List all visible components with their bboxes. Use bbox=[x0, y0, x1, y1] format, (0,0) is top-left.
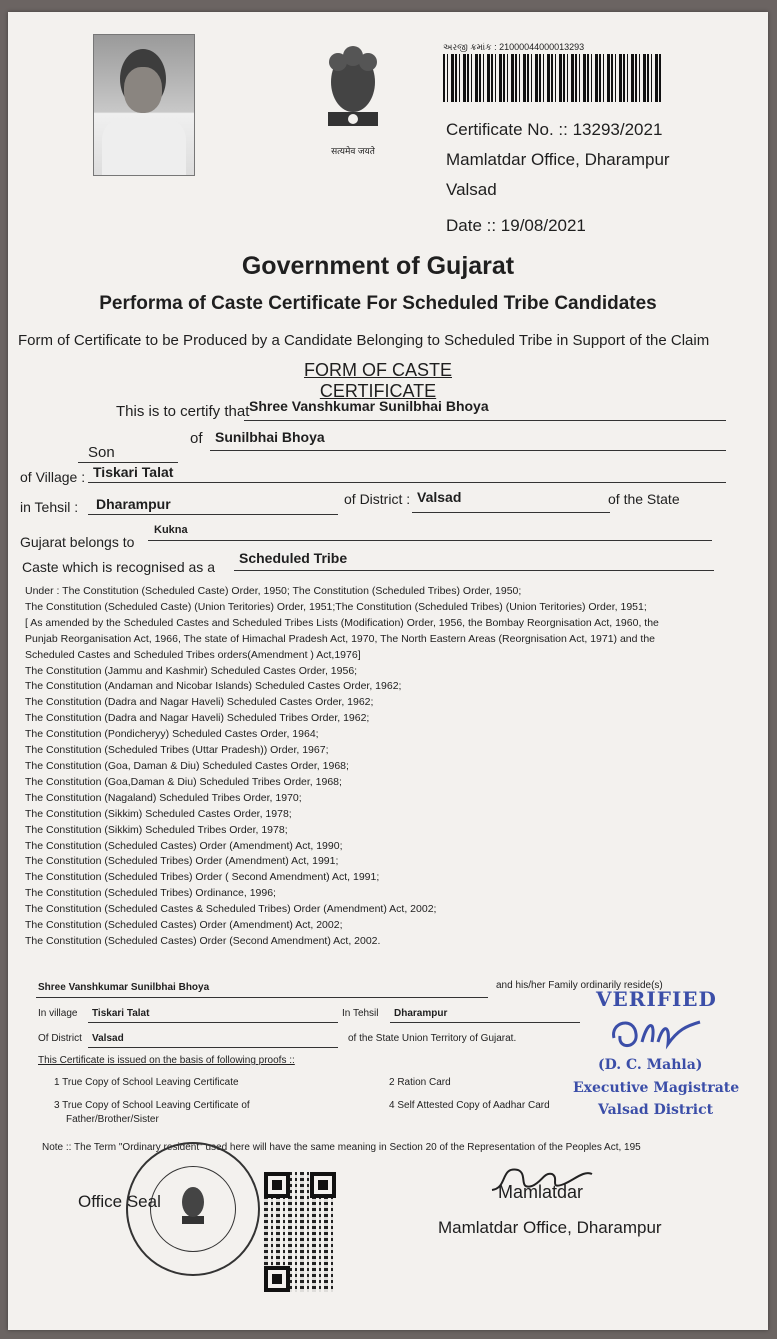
tehsil-value: Dharampur bbox=[96, 496, 171, 512]
note-text: Note :: The Term "Ordinary resident" used here will have the same meaning in Section 20 of the Representation of the Peoples Act, 195 bbox=[42, 1142, 641, 1153]
applicant-photo bbox=[93, 34, 195, 176]
office-seal-label: Office Seal bbox=[78, 1192, 161, 1211]
signatory-title: Mamlatdar bbox=[498, 1182, 584, 1202]
order-line: The Constitution (Dadra and Nagar Haveli) Scheduled Tribes Order, 1962; bbox=[25, 712, 370, 725]
certificate-number: Certificate No. :: 13293/2021 bbox=[446, 120, 663, 139]
family-text: and his/her Family ordinarily reside(s) bbox=[496, 980, 663, 991]
order-line: The Constitution (Pondicheryy) Scheduled Castes Order, 1964; bbox=[25, 728, 319, 741]
order-line: The Constitution (Andaman and Nicobar Islands) Scheduled Castes Order, 1962; bbox=[25, 680, 402, 693]
res-district-value: Valsad bbox=[92, 1033, 124, 1044]
candidate-name: Shree Vanshkumar Sunilbhai Bhoya bbox=[249, 398, 489, 414]
order-line: The Constitution (Scheduled Castes) Order (Amendment) Act, 1990; bbox=[25, 839, 343, 852]
national-emblem-icon bbox=[318, 42, 388, 142]
order-line: The Constitution (Nagaland) Scheduled Tribes Order, 1970; bbox=[25, 791, 302, 804]
form-heading: FORM OF CASTE CERTIFICATE bbox=[304, 360, 452, 401]
candidate-underline bbox=[244, 420, 726, 421]
barcode bbox=[443, 54, 663, 102]
magistrate-title: Executive Magistrate bbox=[573, 1080, 740, 1096]
category-value: Scheduled Tribe bbox=[239, 550, 348, 566]
of-label: of bbox=[190, 430, 203, 447]
issuing-office: Mamlatdar Office, Dharampur bbox=[446, 150, 670, 169]
government-title: Government of Gujarat bbox=[241, 252, 515, 280]
issue-date: Date :: 19/08/2021 bbox=[446, 216, 586, 235]
state-label: of the State bbox=[608, 491, 680, 507]
recognised-label: Caste which is recognised as a bbox=[22, 559, 215, 575]
performa-title: Performa of Caste Certificate For Scheduled Tribe Candidates bbox=[99, 293, 657, 314]
parent-underline bbox=[210, 450, 726, 451]
verified-stamp: VERIFIED bbox=[596, 987, 717, 1011]
relation-underline bbox=[78, 462, 178, 463]
res-village-value: Tiskari Talat bbox=[92, 1008, 150, 1019]
barcode-number: અરજી ક્રમાંક : 21000044000013293 bbox=[443, 42, 585, 52]
issuing-district: Valsad bbox=[446, 180, 497, 199]
order-line: The Constitution (Scheduled Tribes (Uttar Pradesh)) Order, 1967; bbox=[25, 744, 329, 757]
order-line: The Constitution (Scheduled Castes & Scheduled Tribes) Order (Amendment) Act, 2002; bbox=[25, 903, 437, 916]
tehsil-label: in Tehsil : bbox=[20, 499, 79, 515]
order-line: The Constitution (Scheduled Tribes) Order ( Second Amendment) Act, 1991; bbox=[25, 871, 380, 884]
res-village-label: In village bbox=[38, 1008, 78, 1019]
magistrate-district: Valsad District bbox=[598, 1102, 714, 1118]
signatory-office: Mamlatdar Office, Dharampur bbox=[438, 1218, 662, 1237]
belongs-label: Gujarat belongs to bbox=[20, 534, 135, 550]
constitution-orders bbox=[25, 584, 725, 950]
order-line: Under : The Constitution (Scheduled Caste) Order, 1950; The Constitution (Scheduled Tribes) Order, 1950; bbox=[25, 585, 522, 597]
proofs-label: This Certificate is issued on the basis of following proofs :: bbox=[38, 1055, 295, 1066]
order-line: The Constitution (Scheduled Castes) Order (Amendment) Act, 2002; bbox=[25, 919, 343, 932]
magistrate-signature-icon bbox=[608, 1012, 708, 1054]
proof-1: 1 True Copy of School Leaving Certificate bbox=[54, 1077, 239, 1088]
order-line: The Constitution (Scheduled Caste) (Union Teritories) Order, 1951;The Constitution (Scheduled Tribes) (Union Teritories) Order, 1951; bbox=[25, 600, 647, 613]
res-state-text: of the State Union Territory of Gujarat. bbox=[348, 1033, 517, 1044]
res-village-underline bbox=[88, 1022, 338, 1023]
seal-emblem-icon bbox=[176, 1180, 210, 1232]
res-tehsil-underline bbox=[390, 1022, 580, 1023]
order-line: The Constitution (Goa,Daman & Diu) Scheduled Tribes Order, 1968; bbox=[25, 775, 342, 788]
proof-3-cont: Father/Brother/Sister bbox=[66, 1114, 159, 1125]
order-line: The Constitution (Scheduled Tribes) Ordinance, 1996; bbox=[25, 887, 276, 900]
res-district-label: Of District bbox=[38, 1033, 82, 1044]
certificate-page bbox=[8, 12, 768, 1330]
proof-3: 3 True Copy of School Leaving Certificate of bbox=[54, 1100, 250, 1111]
res-tehsil-value: Dharampur bbox=[394, 1008, 448, 1019]
magistrate-name: (D. C. Mahla) bbox=[598, 1057, 703, 1073]
res-district-underline bbox=[88, 1047, 338, 1048]
qr-code bbox=[264, 1172, 336, 1292]
district-label: of District : bbox=[344, 491, 411, 507]
village-value: Tiskari Talat bbox=[93, 464, 174, 480]
order-line: The Constitution (Sikkim) Scheduled Castes Order, 1978; bbox=[25, 807, 292, 820]
order-line: The Constitution (Dadra and Nagar Haveli) Scheduled Castes Order, 1962; bbox=[25, 696, 374, 709]
resident-name: Shree Vanshkumar Sunilbhai Bhoya bbox=[38, 982, 210, 993]
form-subtitle: Form of Certificate to be Produced by a Candidate Belonging to Scheduled Tribe in Support of the Claim bbox=[18, 332, 710, 349]
caste-value: Kukna bbox=[154, 524, 188, 536]
order-line: [ As amended by the Scheduled Castes and Scheduled Tribes Lists (Modification) Order, 1956, the Bombay Reorgnisation Act, 1960, the bbox=[25, 616, 659, 629]
order-line: The Constitution (Scheduled Tribes) Order (Amendment) Act, 1991; bbox=[25, 855, 339, 868]
tehsil-underline bbox=[88, 514, 338, 515]
order-line: The Constitution (Jammu and Kashmir) Scheduled Castes Order, 1956; bbox=[25, 664, 358, 677]
res-tehsil-label: In Tehsil bbox=[342, 1008, 379, 1019]
resident-underline bbox=[36, 997, 488, 998]
village-label: of Village : bbox=[20, 469, 86, 485]
order-line: Scheduled Castes and Scheduled Tribes orders(Amendment ) Act,1976] bbox=[25, 648, 361, 661]
caste-underline bbox=[148, 540, 712, 541]
village-underline bbox=[88, 482, 726, 483]
proof-2: 2 Ration Card bbox=[389, 1077, 451, 1088]
order-line: The Constitution (Sikkim) Scheduled Tribes Order, 1978; bbox=[25, 823, 288, 836]
district-value: Valsad bbox=[417, 489, 462, 505]
order-line: The Constitution (Goa, Daman & Diu) Scheduled Castes Order, 1968; bbox=[25, 759, 349, 772]
category-underline bbox=[234, 570, 714, 571]
certify-label: This is to certify that bbox=[116, 403, 250, 420]
proof-4: 4 Self Attested Copy of Aadhar Card bbox=[389, 1100, 550, 1111]
district-underline bbox=[412, 512, 610, 513]
parent-name: Sunilbhai Bhoya bbox=[215, 429, 325, 445]
relation: Son bbox=[88, 444, 115, 461]
order-line: The Constitution (Scheduled Castes) Order (Second Amendment) Act, 2002. bbox=[25, 934, 381, 947]
order-line: Punjab Reorganisation Act, 1966, The state of Himachal Pradesh Act, 1970, The North Eastern Areas (Reorgnisation Act, 1971) and the bbox=[25, 632, 655, 645]
emblem-motto: सत्यमेव जयते bbox=[331, 146, 375, 156]
